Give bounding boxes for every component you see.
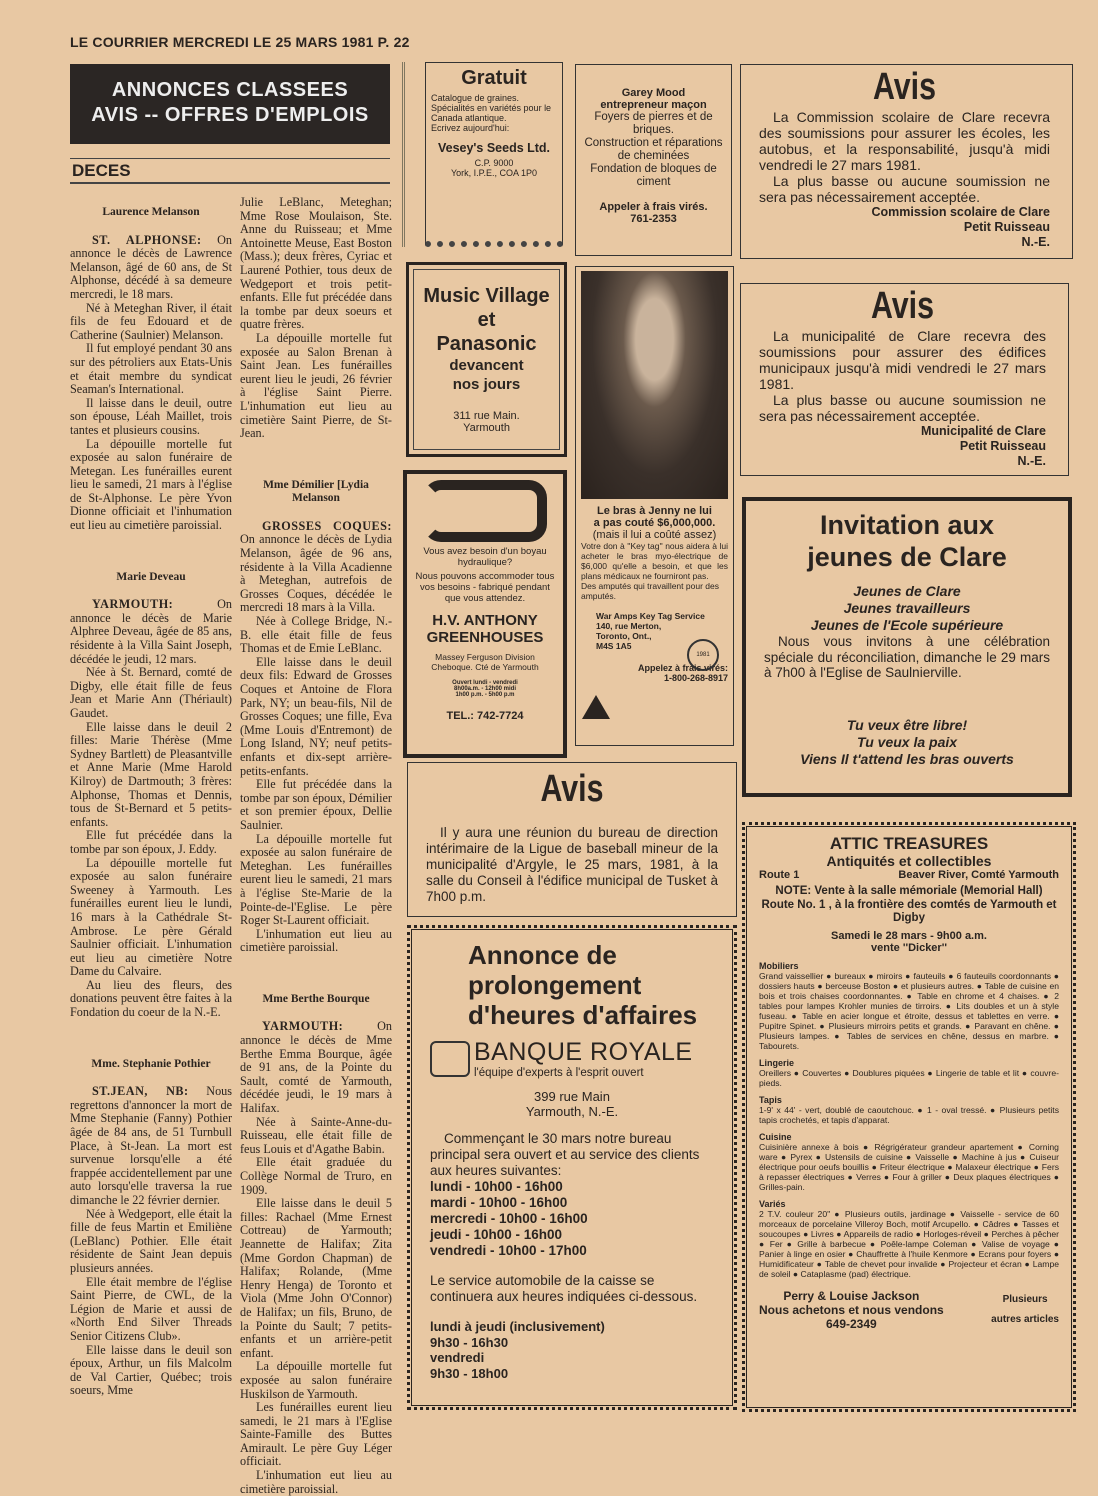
section-title: DECES xyxy=(70,158,390,184)
service-line: Foyers de pierres et de briques. xyxy=(594,111,713,136)
headline-1: Le bras à Jenny ne lui xyxy=(597,505,712,517)
seller-phone: 649-2349 xyxy=(825,1316,877,1331)
sale-item: ● Deux plaques électriques xyxy=(945,1172,1051,1182)
music-line-5: nos jours xyxy=(452,376,521,393)
hours-row: mercredi - 10h00 - 16h00 xyxy=(430,1211,588,1226)
closing-line: Viens Il t'attend les bras ouverts xyxy=(800,750,1014,767)
obituary xyxy=(70,206,232,533)
ad-body-line: Catalogue de graines. xyxy=(431,93,520,103)
sale-item: ● Paravant en chêne. xyxy=(965,1021,1050,1031)
address-line: 140, rue Merton, xyxy=(596,621,662,631)
address-line-2: York, I.P.E., COA 1P0 xyxy=(450,168,538,178)
obituary-text: On annonce le décès de Marie Alphree Deveau, âgée de 85 ans, résidente à la Villa Saint Joseph, décédée le jeudi, 12 mars. xyxy=(70,597,232,666)
royal-bank-lion-logo xyxy=(430,1041,470,1077)
sale-item: ● bureaux xyxy=(826,971,865,981)
sale-item: ● Friteur électrique xyxy=(872,1162,945,1172)
floral-border xyxy=(402,62,424,247)
obituary-name: Mme Démilier [Lydia Melanson xyxy=(263,478,369,505)
sale-item: ● Projecteur et écran xyxy=(940,1259,1022,1269)
sale-item: ● Plusieurs outils, jardinage xyxy=(834,1209,946,1219)
hours-row: lundi - 10h00 - 16h00 xyxy=(430,1179,563,1194)
ad-body-line: Spécialités en variétés pour le Canada atlantique. xyxy=(431,103,552,123)
hydraulic-hose-icon xyxy=(423,480,547,542)
group-line: Jeunes de l'Ecole supérieure xyxy=(810,617,1004,633)
bank-address-2: Yarmouth, N.-E. xyxy=(525,1104,619,1119)
obituary-dateline: ST.JEAN, NB: xyxy=(92,1084,189,1099)
invitation-closing xyxy=(764,717,1050,768)
closing-line: Tu veux la paix xyxy=(856,733,958,750)
obituary-paragraph: Elle était membre de l'église Saint Pierre, de CWL, de la Légion de Marie et aussi de «North End Silver Threads Senior Citizens Club». xyxy=(70,1274,232,1343)
services-list xyxy=(582,111,725,189)
obituary-text: On annonce le décès de Mme Berthe Emma Bourque, âgée de 91 ans, de la Pointe du Sault, comté de Yarmouth, décédée jeudi, le 19 mars à Halifax. xyxy=(240,1019,392,1116)
notice-title: Avis xyxy=(540,768,604,810)
sale-item: ● Appareils de radio xyxy=(836,1229,913,1239)
invitation-body: Nous vous invitons à une célébration spéciale du réconciliation, dimanche le 29 mars à 7h00 à l'Eglise de Saulnierville. xyxy=(764,634,1050,680)
war-amps-seal xyxy=(687,639,719,671)
obituary-paragraph xyxy=(70,598,232,666)
obituary-paragraph: La dépouille mortelle fut exposée au salon funéraire Sweeney à Yarmouth. Les funérailles eurent lieu le lundi, 16 mars à la Cathédrale St-Ambrose. Le père Gérald Saulnier officiait. L'inhumation eut lieu au cimetière Notre Dame du Calvaire. xyxy=(70,855,232,979)
notice-body: Il y aura une réunion du bureau de direction intérimaire de la Ligue de baseball mineur de la municipalité d'Argyle, le 25 mars, 1981, à la salle du Conseil à l'édifice municipal de Tusket à 7h00 p.m. xyxy=(426,825,718,904)
obituary xyxy=(70,1058,232,1398)
avis-commission-scolaire xyxy=(740,64,1073,259)
opening-hours xyxy=(413,680,557,698)
hose-question: Vous avez besoin d'un boyau hydraulique? xyxy=(423,546,547,568)
sale-item: ● Ecrans pour foyers xyxy=(970,1249,1051,1259)
sale-item: ● Livres xyxy=(803,1229,834,1239)
ad-subtitle: Antiquités et collectibles xyxy=(826,853,992,869)
music-address-1: 311 rue Main. xyxy=(453,410,520,422)
obituary-paragraph: La dépouille mortelle fut exposée au salon funéraire de Meteghan. Les funérailles eurent lieu le samedi, 21 mars à l'église Ste-Marie de la Pointe-de-l'Eglise. Le père Roger St-Laurent officiait. xyxy=(240,831,392,928)
obituary-paragraph: Elle laisse dans le deuil 5 filles: Rachael (Mme Ernest Cottreau) de Yarmouth; Jeannette de Halifax; Zita (Mme Gordon Chapman) de Halifax; Rolande, (Mme Henry Henga) de Toronto et Viola (Mme John O'Connor) de Halifax; un fils, Bruno, de la Pointe du Sault; 7 petits-enfants et un arrière-petit enfant. xyxy=(240,1196,392,1360)
company-name: Vesey's Seeds Ltd. xyxy=(437,141,551,155)
hours-row: mardi - 10h00 - 16h00 xyxy=(430,1195,568,1210)
obituary-paragraph: Au lieu des fleurs, des donations peuvent être faites à la Fondation du coeur de la N.-E. xyxy=(70,977,232,1020)
obituary-dateline: YARMOUTH: xyxy=(92,597,174,612)
signature-line: Commission scolaire de Clare xyxy=(871,205,1050,219)
section-heading: Tapis xyxy=(759,1094,782,1105)
ad-body xyxy=(431,93,557,133)
obituary-paragraph: Née à College Bridge, N.-B. elle était fille de feus Thomas et de Emie LeBlanc. xyxy=(240,614,392,656)
obituary-dateline: ST. ALPHONSE: xyxy=(92,232,202,247)
sale-item: ● Panier à linge en osier xyxy=(759,1239,1059,1259)
call-label: Appelez à frais virés: xyxy=(637,663,728,673)
obituary-name: Mme. Stephanie Pothier xyxy=(91,1057,211,1070)
notice-title: Avis xyxy=(870,285,935,327)
music-line-1: Music Village xyxy=(423,285,550,307)
section-banner xyxy=(70,64,390,144)
closing-line: Tu veux être libre! xyxy=(846,716,968,733)
sale-item: ● Fers à repasser électriques xyxy=(759,1162,1059,1182)
seller-tagline: Nous achetons et nous vendons xyxy=(759,1302,944,1317)
auto-hours-row: lundi à jeudi (inclusivement) xyxy=(430,1319,605,1334)
obituary-text: Nous regrettons d'annoncer la mort de Mme Stephanie (Fanny) Pothier âgée de 84 ans, de 51 Turnbull Place, à St-Jean. La mort est survenue lorsqu'elle a été frappée accidentellement par une auto lorsqu'elle traversa la rue dimanche le 22 février dernier. xyxy=(70,1084,232,1207)
sale-item: Grand vaissellier xyxy=(759,970,824,981)
sale-item: ● Couvertes xyxy=(794,1068,842,1078)
obituary-text: On annonce le décès de Lawrence Melanson, âgé de 60 ans, de St Alphonse, décédé à sa demeure mercredi, le 18 mars. xyxy=(70,232,233,301)
obituary-paragraph: Elle laisse dans le deuil son époux, Arthur, un fils Malcolm de Val Cartier, Québec; trois soeurs, Mme xyxy=(70,1342,232,1398)
music-address-2: Yarmouth xyxy=(463,422,510,434)
sale-date: Samedi le 28 mars - 9h00 a.m. xyxy=(831,929,987,942)
invited-groups xyxy=(764,583,1050,634)
invitation-title: Invitation aux jeunes de Clare xyxy=(807,510,1007,572)
section-heading: Lingerie xyxy=(759,1057,795,1068)
obituary-paragraph: Né à Meteghan River, il était fils de feu Edouard et de Catherine (Saulnier) Melanson. xyxy=(70,300,232,342)
war-amps-ad xyxy=(575,266,734,746)
obituary-paragraph: La dépouille mortelle fut exposée au Salon Brenan à Saint Jean. Les funérailles eurent lieu le jeudi, 26 février à l'église Saint Pierre. L'inhumation eut lieu au cimetière Saint Pierre, de St-Jean. xyxy=(240,330,392,441)
banner-line-2: AVIS -- OFFRES D'EMPLOIS xyxy=(91,104,369,126)
obituary-paragraph: Elle fut précédée dans la tombe par son époux, J. Eddy. xyxy=(70,828,232,856)
signature-line: Petit Ruisseau xyxy=(959,439,1046,453)
sale-item: ● Grille à barbecue xyxy=(787,1239,866,1249)
company-name-1: H.V. ANTHONY xyxy=(432,612,538,629)
signature-line: Petit Ruisseau xyxy=(963,220,1050,234)
ad-body-line: Ecrivez aujourd'hui: xyxy=(431,123,510,133)
music-line-2: et xyxy=(477,309,496,331)
sale-item: ● Table de chevet pour invalide xyxy=(817,1259,938,1269)
sale-item: ● 2 tables pour lampes Krohler munies de tirroirs. xyxy=(759,991,1059,1011)
obituary-name: Marie Deveau xyxy=(116,570,186,583)
item-list xyxy=(759,1105,1059,1125)
service-line: Fondation de bloques de ciment xyxy=(590,163,717,188)
phone-number: 761-2353 xyxy=(630,213,677,225)
garey-mood-ad xyxy=(575,64,732,256)
hose-body: Nous pouvons accommoder tous vos besoins - fabriqué pendant que vous attendez. xyxy=(415,571,555,604)
ad-title: Gratuit xyxy=(461,67,527,89)
sale-item: ● 1 - oval tressé. xyxy=(917,1105,986,1115)
sale-item: 2 T.V. couleur 20'' xyxy=(759,1208,831,1219)
sale-item: ● Malaxeur électrique xyxy=(947,1162,1031,1172)
obituary-text: On annonce le décès de Lydia Melanson, âgée de 96 ans, résidente à la Villa Acadienne à Meteghan, autrefois de Grosses Coques, décédée le mercredi 18 mars à la Villa. xyxy=(240,532,392,615)
sale-item: ● Table en chrome et 4 chaises. xyxy=(907,991,1040,1001)
headline-3: (mais il lui a coûté assez) xyxy=(592,529,717,541)
hours-line: Ouvert lundi - vendredi xyxy=(452,680,518,686)
section-heading: Mobiliers xyxy=(759,960,799,971)
item-list xyxy=(759,1068,1059,1088)
obituary-paragraph: Julie LeBlanc, Meteghan; Mme Rose Moulaison, Ste. Anne du Ruisseau; et Mme Antoinette Meuse, East Boston (Mass.); deux frères, Cyriac et Laurené Pothier, tous deux de Wedgeport et trois petit-enfants. Elle fut précédée dans la tombe par deux soeurs et quatre frères. xyxy=(240,195,392,332)
sale-item: ● Poêle-lampe Coleman xyxy=(870,1239,967,1249)
sale-item: ● berceuse Boston xyxy=(817,981,890,991)
sale-item: 1-9' x 44' - vert, doublé de caoutchouc. xyxy=(759,1104,914,1115)
route: Route 1 xyxy=(759,869,800,881)
sale-item: ● Horloges-réveil xyxy=(916,1229,982,1239)
address-line: Toronto, Ont., xyxy=(596,631,652,641)
notice-body: La Commission scolaire de Clare recevra des soumissions pour assurer les écoles, les autobus, et la responsabilité, jusqu'à midi vendredi le 27 mars 1981. xyxy=(759,109,1050,173)
ad-title: ATTIC TREASURES xyxy=(829,834,989,853)
obituary-paragraph: Née à St. Bernard, comté de Digby, elle était fille de feus Jean et Marie Ann (Thériault) Gaudet. xyxy=(70,665,232,720)
sale-item: ● Grilles-pain. xyxy=(759,1172,1059,1192)
bank-tagline: l'équipe d'experts à l'esprit ouvert xyxy=(474,1067,644,1079)
group-line: Jeunes de Clare xyxy=(853,583,961,599)
obituary-paragraph: L'inhumation eut lieu au cimetière paroissial. xyxy=(240,926,392,955)
sale-item: ● Verres xyxy=(848,1172,881,1182)
obituary xyxy=(240,993,392,1496)
auto-service-hours xyxy=(430,1319,714,1381)
location: Beaver River, Comté Yarmouth xyxy=(898,869,1059,881)
hv-anthony-ad xyxy=(403,470,567,758)
obituary-paragraph: Née à Sainte-Anne-du-Ruisseau, elle était fille de feus Louis et d'Agathe Babin. xyxy=(240,1114,392,1156)
signature-line: Municipalité de Clare xyxy=(920,424,1046,438)
seller-name: Perry & Louise Jackson xyxy=(783,1288,920,1303)
vesey-seeds-ad xyxy=(425,62,563,247)
item-list xyxy=(759,1142,1059,1192)
sale-item: ● Plusieurs lampes. xyxy=(759,1021,1059,1041)
obituary-name: Laurence Melanson xyxy=(102,206,200,218)
invitation-ad xyxy=(742,497,1072,797)
sale-item: ● Fer xyxy=(759,1239,783,1249)
office-hours xyxy=(430,1179,714,1259)
page-header: LE COURRIER MERCREDI LE 25 MARS 1981 P. 22 xyxy=(70,34,410,50)
banque-royale-ad xyxy=(407,925,737,1410)
headline-2: a pas couté $6,000,000. xyxy=(593,517,716,529)
obituary-paragraph: Elle laisse dans le deuil deux fils: Edward de Grosses Coques et Antoine de Flora Park, NY; un beau-fils, Nil de Grosses Coques; une fille, Eva (Mme Louis d'Entremont) de Long Island, NY; neuf petits-enfants et dix-sept arrière-petits-enfants. xyxy=(240,654,392,778)
hours-row: vendredi - 10h00 - 17h00 xyxy=(430,1243,587,1258)
item-sections xyxy=(759,961,1059,1279)
sale-item: ● dossiers hauts xyxy=(759,971,1059,991)
sale-item: ● Table de cuisine en bois et trois chaises coordonnantes. xyxy=(759,981,1059,1001)
item-list xyxy=(759,971,1059,1051)
sale-item: ● Plusieurs mirroirs petits et grands. xyxy=(819,1021,961,1031)
obituary-column-2 xyxy=(240,196,392,1496)
obituary-column-1 xyxy=(70,198,232,1398)
sale-item: ● couvre-pieds. xyxy=(759,1068,1059,1088)
address-line: M4S 1A5 xyxy=(596,641,632,651)
obituary-paragraph: Elle fut précédée dans la tombe par son époux, Démilier et son premier époux, Dellie Saulnier. xyxy=(240,777,392,832)
sale-item: ● Pyrex xyxy=(781,1152,812,1162)
sale-item: ● Lingerie de table et lit xyxy=(927,1068,1019,1078)
avis-argyle-notice xyxy=(407,762,737,917)
address-line-1: C.P. 9000 xyxy=(474,158,514,168)
sale-item: ● Valise de voyage xyxy=(971,1239,1050,1249)
tagline: Des amputés qui travaillent pour des amputés. xyxy=(581,581,719,601)
more-items-2: autres articles xyxy=(991,1313,1059,1325)
obituary-paragraph: L'inhumation eut lieu au cimetière paroissial. xyxy=(240,1468,392,1496)
address-line: War Amps Key Tag Service xyxy=(596,611,705,621)
sale-item: ● Régrigérateur grandeur apartement xyxy=(863,1142,1013,1152)
notice-disclaimer: La plus basse ou aucune soumission ne sera pas nécessairement acceptée. xyxy=(759,392,1046,424)
bank-name: BANQUE ROYALE xyxy=(474,1038,693,1066)
avis-municipalite xyxy=(740,283,1069,476)
sale-item: ● Cuiseur électrique pour oeufs bouillis xyxy=(759,1152,1059,1172)
obituary-paragraph: Il laisse dans le deuil, outre son épouse, Léah Maillet, trois tantes et plusieurs cousins. xyxy=(70,395,232,437)
sale-item: ● Pupitre Spinet. xyxy=(759,1011,1059,1031)
sale-item: ● Vaisselle - service de 60 morceaux de porcelaine Villeroy Boch, motif Arcupello. xyxy=(759,1209,1059,1229)
obituary-paragraph: Elle était graduée du Collège Normal de Truro, en 1909. xyxy=(240,1155,392,1197)
sale-item: ● 6 fauteuils coordonnants xyxy=(948,971,1051,981)
ad-title-3: d'heures d'affaires xyxy=(468,1000,698,1030)
notice-title: Avis xyxy=(872,66,937,108)
sale-item: ● Corning ware xyxy=(759,1142,1059,1162)
contractor-role: entrepreneur maçon xyxy=(600,99,707,111)
contractor-name: Garey Mood xyxy=(621,87,686,99)
music-line-3: Panasonic xyxy=(436,333,537,355)
ad-title-1: Annonce de xyxy=(468,940,617,970)
sale-item: ● Cataplasme (pad) électrique. xyxy=(793,1269,911,1279)
auto-service-text: Le service automobile de la caisse se continuera aux heures indiquées ci-dessous. xyxy=(430,1273,698,1304)
obituary-paragraph: Les funérailles eurent lieu samedi, le 21 mars à l'Eglise Sainte-Famille des Buttes Amirault. Le père Guy Léger officiait. xyxy=(240,1400,392,1469)
group-line: Jeunes travailleurs xyxy=(843,600,971,616)
sale-item: ● Lits doubles et un à style fuseau. xyxy=(759,1001,1059,1021)
signature-line: N.-E. xyxy=(1017,454,1046,468)
notice-signature xyxy=(759,424,1046,469)
jenny-photo xyxy=(581,271,728,499)
item-list xyxy=(759,1209,1059,1279)
banner-line-1: ANNONCES CLASSEES xyxy=(111,79,349,101)
obituary-paragraph: Il fut employé pendant 30 ans sur des pétroliers aux Etats-Unis et était membre du syndicat Seaman's International. xyxy=(70,341,232,397)
sale-item: Oreillers xyxy=(759,1067,791,1078)
obituary-paragraph xyxy=(70,234,232,302)
sale-item: ● Table en acier longue et étroite, dessus et tablettes en verre. xyxy=(791,1011,1049,1021)
company-name-2: GREENHOUSES xyxy=(426,629,544,646)
sale-item: ● Vaisselle xyxy=(906,1152,949,1162)
music-line-4: devancent xyxy=(449,357,524,374)
sale-item: ● Plusieurs petits tapis crochetés, et tapis d'apparat. xyxy=(759,1105,1059,1125)
bank-address-1: 399 rue Main xyxy=(534,1089,610,1104)
obituary xyxy=(240,479,392,955)
sale-item: ● Doublures piquées xyxy=(844,1068,924,1078)
signature-line: N.-E. xyxy=(1021,235,1050,249)
sale-item: ● Tables de services en chêne, dessus en marbre. xyxy=(834,1031,1049,1041)
obituary xyxy=(70,571,232,1020)
section-heading: Cuisine xyxy=(759,1131,792,1142)
sale-item: ● et plusieurs autres. xyxy=(893,981,974,991)
division-2: Cheboque. Cté de Yarmouth xyxy=(431,662,539,672)
hours-line: 1h00 p.m. - 5h00 p.m xyxy=(455,692,515,698)
obituary-dateline: GROSSES COQUES: xyxy=(262,518,392,533)
sale-item: ● Lampe de soleil xyxy=(759,1259,1059,1279)
division-1: Massey Ferguson Division xyxy=(435,652,535,662)
sale-item: ● Tabourets. xyxy=(759,1031,1059,1051)
seal-year: 1981 xyxy=(696,652,710,658)
sale-item: ● Machine à jus xyxy=(952,1152,1016,1162)
auto-hours-row: vendredi xyxy=(430,1350,485,1365)
sale-item: ● Ustensils de cuisine xyxy=(816,1152,903,1162)
sale-item: ● fauteuils xyxy=(905,971,945,981)
obituary-paragraph xyxy=(70,1085,232,1207)
ad-title-2: prolongement xyxy=(468,970,642,1000)
sale-item: ● Perches à pêcher xyxy=(984,1229,1059,1239)
sale-item: ● Chauffrette à l'huile Kenmore xyxy=(848,1249,968,1259)
music-village-ad xyxy=(406,262,567,457)
call-label: Appeler à frais virés. xyxy=(599,201,708,213)
more-items-1: Plusieurs xyxy=(1002,1293,1048,1305)
telephone: TEL.: 742-7724 xyxy=(446,710,524,722)
hours-line: 8h00a.m. - 12h00 midi xyxy=(453,686,517,692)
appeal-text: Votre don à ''Key tag'' nous aidera à lui acheter le bras myo-électrique de $6,000 qu'elle a besoin, et que les plans médicaux ne fourniront pas. xyxy=(581,541,728,581)
auto-hours-row: 9h30 - 16h30 xyxy=(430,1334,509,1350)
obituary-paragraph: Elle laisse dans le deuil 2 filles: Marie Thérèse (Mme Sydney Bartlett) de Pleasantville et Anne Marie (Mme Harold Kilroy) de Dartmouth; 3 frères: Alphonse, Thomas et Dennis, tous de St-Bernard et 5 petits-enfants. xyxy=(70,719,232,829)
obituary-name: Mme Berthe Bourque xyxy=(262,992,370,1005)
obituary-paragraph xyxy=(240,1020,392,1115)
sale-item: ● miroirs xyxy=(868,971,902,981)
section-heading: Variés xyxy=(759,1198,786,1209)
service-line: Construction et réparations de cheminées xyxy=(584,137,723,162)
notice-body: La municipalité de Clare recevra des soumissions pour assurer des édifices municipaux jusqu'à midi vendredi le 27 mars 1981. xyxy=(759,328,1046,392)
obituary-paragraph: La dépouille mortelle fut exposée au salon funéraire de Metegan. Les funérailles eurent lieu le samedi, 21 mars à l'église de St-Alphonse. Le père Yvon Dionne officiait et l'inhumation eut lieu au cimetière paroissial. xyxy=(70,436,232,533)
attic-treasures-ad xyxy=(742,822,1076,1412)
sale-item: ● Four à griller xyxy=(884,1172,942,1182)
hours-row: jeudi - 10h00 - 16h00 xyxy=(430,1227,563,1242)
sale-item: Cuisinière annexe à bois xyxy=(759,1141,859,1152)
obituary-paragraph: Née à Wedgeport, elle était la fille de feus Martin et Emiliène (LeBlanc) Pothier. Elle était résidente de Saint Jean depuis plusieurs années. xyxy=(70,1206,232,1275)
sale-item: ● Humidificateur xyxy=(759,1249,1059,1269)
notice-signature xyxy=(759,205,1050,250)
obituary-paragraph xyxy=(240,520,392,615)
auto-hours-row: 9h30 - 18h00 xyxy=(430,1365,509,1381)
hours-intro: Commençant le 30 mars notre bureau principal sera ouvert et au service des clients aux heures suivantes: xyxy=(430,1131,700,1178)
sale-type: vente ''Dicker'' xyxy=(871,941,947,954)
maple-leaf-triangle-icon xyxy=(582,695,610,719)
sale-item: ● Tasses et soucoupes xyxy=(759,1219,1059,1239)
sale-item: ● Câdres xyxy=(974,1219,1011,1229)
obituary-dateline: YARMOUTH: xyxy=(262,1019,344,1034)
obituary-paragraph: La dépouille mortelle fut exposée au salon funéraire Huskilson de Yarmouth. xyxy=(240,1359,392,1401)
phone-number: 1-800-268-8917 xyxy=(663,673,728,683)
notice-disclaimer: La plus basse ou aucune soumission ne sera pas nécessairement acceptée. xyxy=(759,173,1050,205)
sale-note: NOTE: Vente à la salle mémoriale (Memorial Hall) Route No. 1 , à la frontière des comtés de Yarmouth et Digby xyxy=(761,885,1057,924)
